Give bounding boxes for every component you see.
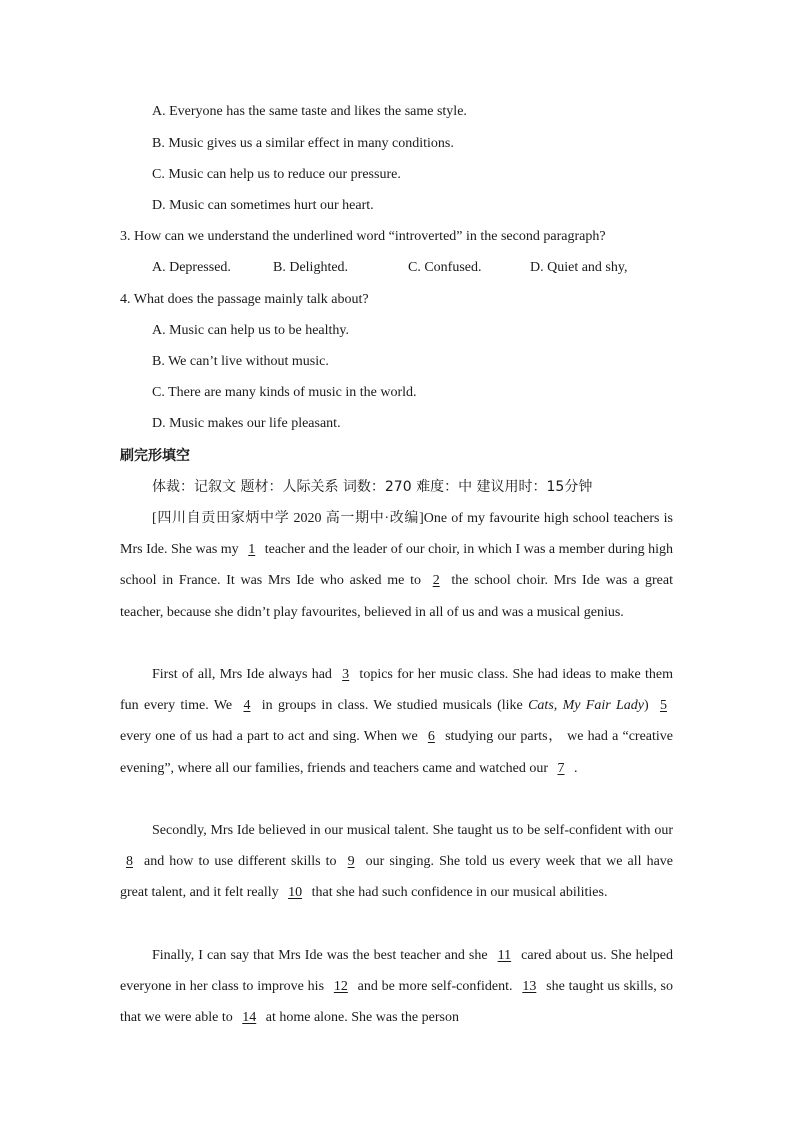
blank-9[interactable]: 9 <box>347 854 355 870</box>
blank-8[interactable]: 8 <box>126 854 133 870</box>
p4-text-e: at home alone. She was the person <box>262 1010 459 1026</box>
q3-option-b: B. Delighted. <box>273 260 349 275</box>
q4-option-c: C. There are many kinds of music in the world. <box>152 385 417 400</box>
passage-paragraph-4 <box>120 940 673 1034</box>
p1-text-a: [四川自贡田家炳中学 2020 高一期中·改编]One of my favourite high school teachers is Mrs Ide. She was my <box>120 511 673 558</box>
q4-option-d: D. Music makes our life pleasant. <box>152 416 341 431</box>
blank-6[interactable]: 6 <box>427 729 435 745</box>
p3-text-b: and how to use different skills to <box>139 854 342 870</box>
blank-11[interactable]: 11 <box>497 948 512 963</box>
blank-4[interactable]: 4 <box>243 698 251 714</box>
p4-text-b: cared about us. She helped everyone in her class to improve his <box>120 948 673 995</box>
p4-text-d: she taught us skills, so that we were able to <box>120 979 673 1026</box>
blank-10[interactable]: 10 <box>288 885 303 901</box>
p2-text-a: First of all, Mrs Ide always had <box>152 667 337 682</box>
p4-text-a: Finally, I can say that Mrs Ide was the best teacher and she <box>152 948 492 963</box>
p2-text-g: . <box>570 760 578 776</box>
blank-7[interactable]: 7 <box>557 760 565 776</box>
q4-stem: 4. What does the passage mainly talk about? <box>120 292 369 307</box>
p3-text-c: our singing. She told us every week that we all have great talent, and it felt really <box>120 854 674 901</box>
p1-text-c: teacher and the leader of our choir, in which I was a member during high school in France. It was Mrs Ide who asked me to <box>120 542 673 589</box>
blank-5[interactable]: 5 <box>659 698 667 714</box>
p2-text-d: ) <box>644 698 654 714</box>
section-title: 刷完形填空 <box>120 448 190 464</box>
p2-text-e: every one of us had a part to act and sing. When we <box>120 729 422 745</box>
q2-option-a: A. Everyone has the same taste and likes the same style. <box>152 104 467 119</box>
blank-1[interactable]: 1 <box>248 542 256 558</box>
musical-titles: Cats, My Fair Lady <box>528 698 644 714</box>
q2-option-c: C. Music can help us to reduce our pressure. <box>152 167 401 182</box>
q2-option-b: B. Music gives us a similar effect in many conditions. <box>152 136 454 151</box>
blank-2[interactable]: 2 <box>432 573 440 589</box>
section-meta: 体裁：记叙文 题材：人际关系 词数：270 难度：中 建议用时：15分钟 <box>152 479 593 495</box>
p2-text-c: in groups in class. We studied musicals (like <box>256 698 529 714</box>
p2-text-b: topics for her music class. She had ideas to make them fun every time. We <box>120 667 673 714</box>
q2-option-d: D. Music can sometimes hurt our heart. <box>152 198 374 213</box>
blank-12[interactable]: 12 <box>333 979 348 995</box>
passage-paragraph-2 <box>120 659 673 784</box>
blank-3[interactable]: 3 <box>342 667 350 682</box>
passage-paragraph-1 <box>120 503 673 628</box>
q3-option-d: D. Quiet and shy, <box>530 260 628 275</box>
blank-14[interactable]: 14 <box>242 1010 257 1026</box>
q4-option-b: B. We can’t live without music. <box>152 354 329 369</box>
p1-text-d: the school choir. Mrs Ide was a great teacher, because she didn’t play favourites, believed in all of us and was a musical genius. <box>120 573 673 620</box>
blank-13[interactable]: 13 <box>522 979 537 995</box>
q3-stem: 3. How can we understand the underlined word “introverted” in the second paragraph? <box>120 229 606 244</box>
passage-paragraph-3 <box>120 815 673 909</box>
p2-text-f: studying our parts， we had a “creative evening”, where all our families, friends and teachers came and watched our <box>120 729 673 776</box>
q3-options <box>152 259 627 277</box>
p3-text-a: Secondly, Mrs Ide believed in our musical talent. She taught us to be self-confident with our <box>152 823 673 838</box>
p4-text-c: and be more self-confident. <box>353 979 517 995</box>
q4-option-a: A. Music can help us to be healthy. <box>152 323 349 338</box>
q3-option-c: C. Confused. <box>408 260 482 275</box>
q3-option-a: A. Depressed. <box>152 260 231 275</box>
p3-text-d: that she had such confidence in our musical abilities. <box>308 885 608 901</box>
